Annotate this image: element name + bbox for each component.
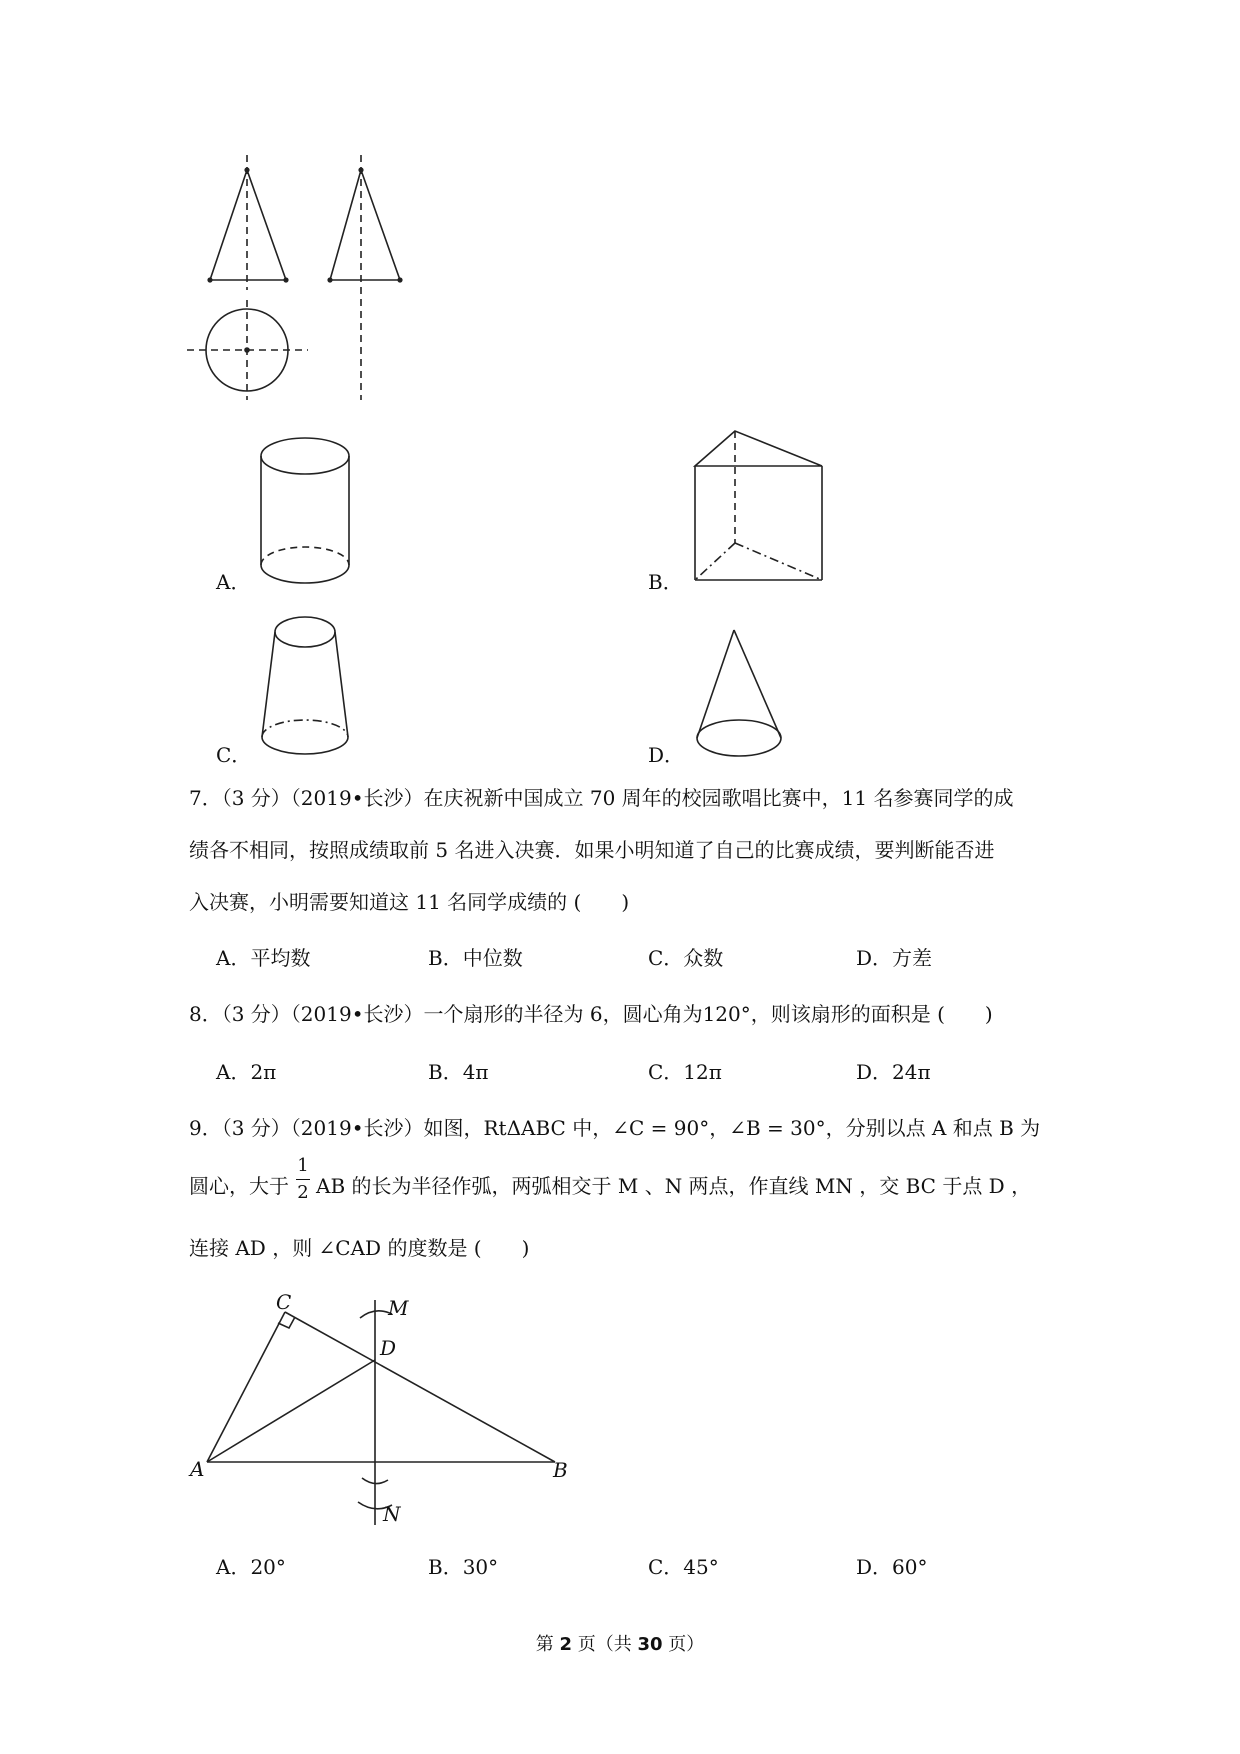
q9-text-line2-post: AB 的长为半径作弧，两弧相交于 M 、N 两点，作直线 MN ，交 BC 于点 D ， <box>316 1174 1032 1198</box>
q8-option-d[interactable]: D．24π <box>856 1060 931 1084</box>
footer-page-number: 2 <box>559 1634 572 1655</box>
footer-pre: 第 <box>535 1634 560 1655</box>
q9-option-d[interactable]: D．60° <box>856 1555 928 1579</box>
figure-label-a: A <box>190 1457 205 1481</box>
q7-text-line1: 7．（3 分）（2019•长沙）在庆祝新中国成立 70 周年的校园歌唱比赛中，11 名参赛同学的成 <box>189 786 1014 810</box>
footer-total-pages: 30 <box>637 1634 663 1655</box>
figure-label-m: M <box>388 1296 409 1320</box>
q8-option-a[interactable]: A．2π <box>216 1060 277 1084</box>
q9-option-c[interactable]: C．45° <box>648 1555 719 1579</box>
q7-option-d[interactable]: D．方差 <box>856 946 933 970</box>
footer-post: 页） <box>662 1634 705 1655</box>
q8-text-line1: 8．（3 分）（2019•长沙）一个扇形的半径为 6，圆心角为120°，则该扇形的面积是 ( ) <box>189 1002 993 1026</box>
q7-option-c[interactable]: C．众数 <box>648 946 724 970</box>
figure-label-c: C <box>276 1290 292 1314</box>
figure-label-d: D <box>380 1336 397 1360</box>
q9-text-line1: 9．（3 分）（2019•长沙）如图，RtΔABC 中，∠C = 90°，∠B = 30°，分别以点 A 和点 B 为 <box>189 1116 1041 1140</box>
page-footer <box>0 1630 1240 1656</box>
q8-option-b[interactable]: B．4π <box>428 1060 489 1084</box>
option-a-label[interactable]: A． <box>216 570 251 594</box>
footer-mid: 页（共 <box>572 1634 638 1655</box>
figure-label-n: N <box>383 1502 401 1526</box>
q9-fraction-denominator: 2 <box>297 1182 309 1203</box>
option-b-label[interactable]: B． <box>648 570 683 594</box>
figure-label-b: B <box>553 1458 568 1482</box>
option-c-label[interactable]: C． <box>216 743 252 767</box>
q7-text-line3: 入决赛，小明需要知道这 11 名同学成绩的 ( ) <box>189 890 630 914</box>
q9-fraction-numerator: 1 <box>297 1155 309 1176</box>
q9-option-a[interactable]: A．20° <box>216 1555 286 1579</box>
q9-text-line2-pre: 圆心，大于 <box>189 1174 289 1198</box>
q7-option-a[interactable]: A．平均数 <box>216 946 311 970</box>
option-d-label[interactable]: D． <box>648 743 685 767</box>
q7-text-line2: 绩各不相同，按照成绩取前 5 名进入决赛．如果小明知道了自己的比赛成绩，要判断能否进 <box>189 838 995 862</box>
q9-option-b[interactable]: B．30° <box>428 1555 499 1579</box>
q8-option-c[interactable]: C．12π <box>648 1060 722 1084</box>
q7-option-b[interactable]: B．中位数 <box>428 946 523 970</box>
q9-text-line3: 连接 AD ，则 ∠CAD 的度数是 ( ) <box>189 1236 530 1260</box>
